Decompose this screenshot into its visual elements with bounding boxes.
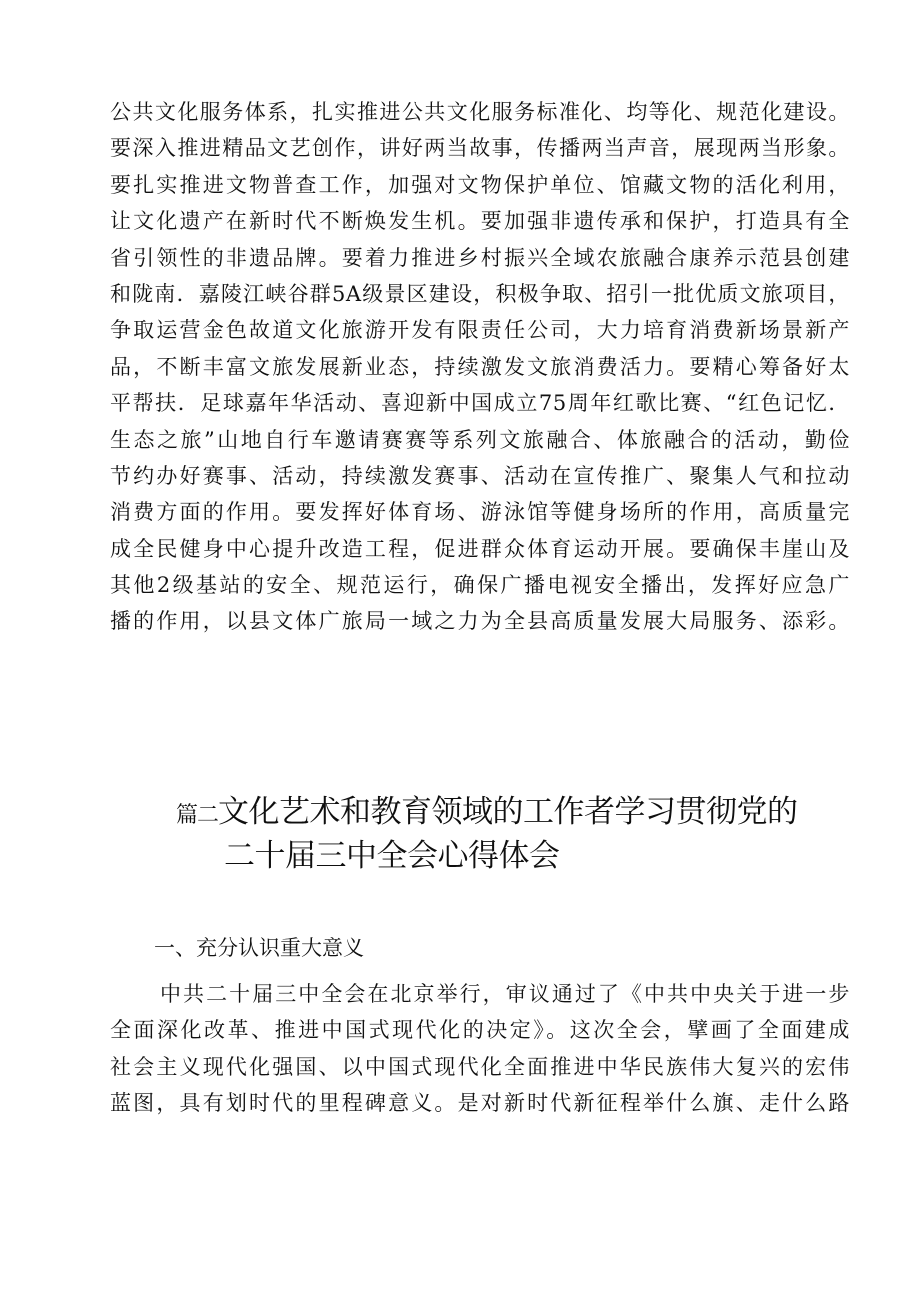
text-line: 公共文化服务体系，扎实推进公共文化服务标准化、均等化、规范化建设。 <box>110 100 850 124</box>
text-line: 消费方面的作用。要发挥好体育场、游泳馆等健身场所的作用，高质量完 <box>110 500 850 525</box>
text-line: 生态之旅”山地自行车邀请赛赛等系列文旅融合、体旅融合的活动，勤俭 <box>110 427 850 452</box>
article-number: 篇二 <box>176 803 219 828</box>
text-line: 节约办好赛事、活动，持续激发赛事、活动在宣传推广、聚集人气和拉动 <box>110 463 850 488</box>
text-line: 播的作用，以县文体广旅局一域之力为全县高质量发展大局服务、添彩。 <box>110 609 850 634</box>
text-line: 品，不断丰富文旅发展新业态，持续激发文旅消费活力。要精心筹备好太 <box>110 354 850 379</box>
text-line: 平帮扶．足球嘉年华活动、喜迎新中国成立75周年红歌比赛、“红色记忆． <box>110 391 850 416</box>
text-line: 争取运营金色故道文化旅游开发有限责任公司，大力培育消费新场景新产 <box>110 318 850 343</box>
text-line: 让文化遗产在新时代不断焕发生机。要加强非遗传承和保护，打造具有全 <box>110 209 850 234</box>
article-title-text: 文化艺术和教育领域的工作者学习贯彻党的 <box>218 794 798 830</box>
text-line: 要扎实推进文物普查工作，加强对文物保护单位、馆藏文物的活化利用， <box>110 172 850 197</box>
text-line: 其他2级基站的安全、规范运行，确保广播电视安全播出，发挥好应急广 <box>110 573 850 598</box>
article-title-line-2: 二十届三中全会心得体会 <box>224 838 560 874</box>
paragraph-continued <box>110 94 850 640</box>
text-line: 要深入推进精品文艺创作，讲好两当故事，传播两当声音，展现两当形象。 <box>110 136 850 161</box>
section-heading: 一、充分认识重大意义 <box>154 936 364 960</box>
text-line: 和陇南．嘉陵江峡谷群5A级景区建设，积极争取、招引一批优质文旅项目， <box>110 281 850 306</box>
text-line: 社会主义现代化强国、以中国式现代化全面推进中华民族伟大复兴的宏伟 <box>110 1054 850 1079</box>
article-title-line-1 <box>176 790 866 834</box>
text-line: 省引领性的非遗品牌。要着力推进乡村振兴全域农旅融合康养示范县创建 <box>110 245 850 270</box>
text-line: 成全民健身中心提升改造工程，促进群众体育运动开展。要确保丰崖山及 <box>110 536 850 561</box>
section-paragraph <box>110 976 850 1122</box>
text-line: 全面深化改革、推进中国式现代化的决定》。这次全会，擘画了全面建成 <box>110 1018 850 1043</box>
text-line: 蓝图，具有划时代的里程碑意义。是对新时代新征程举什么旗、走什么路 <box>110 1091 850 1116</box>
text-line: 中共二十届三中全会在北京举行，审议通过了《中共中央关于进一步 <box>160 982 850 1006</box>
article-title <box>176 790 866 878</box>
